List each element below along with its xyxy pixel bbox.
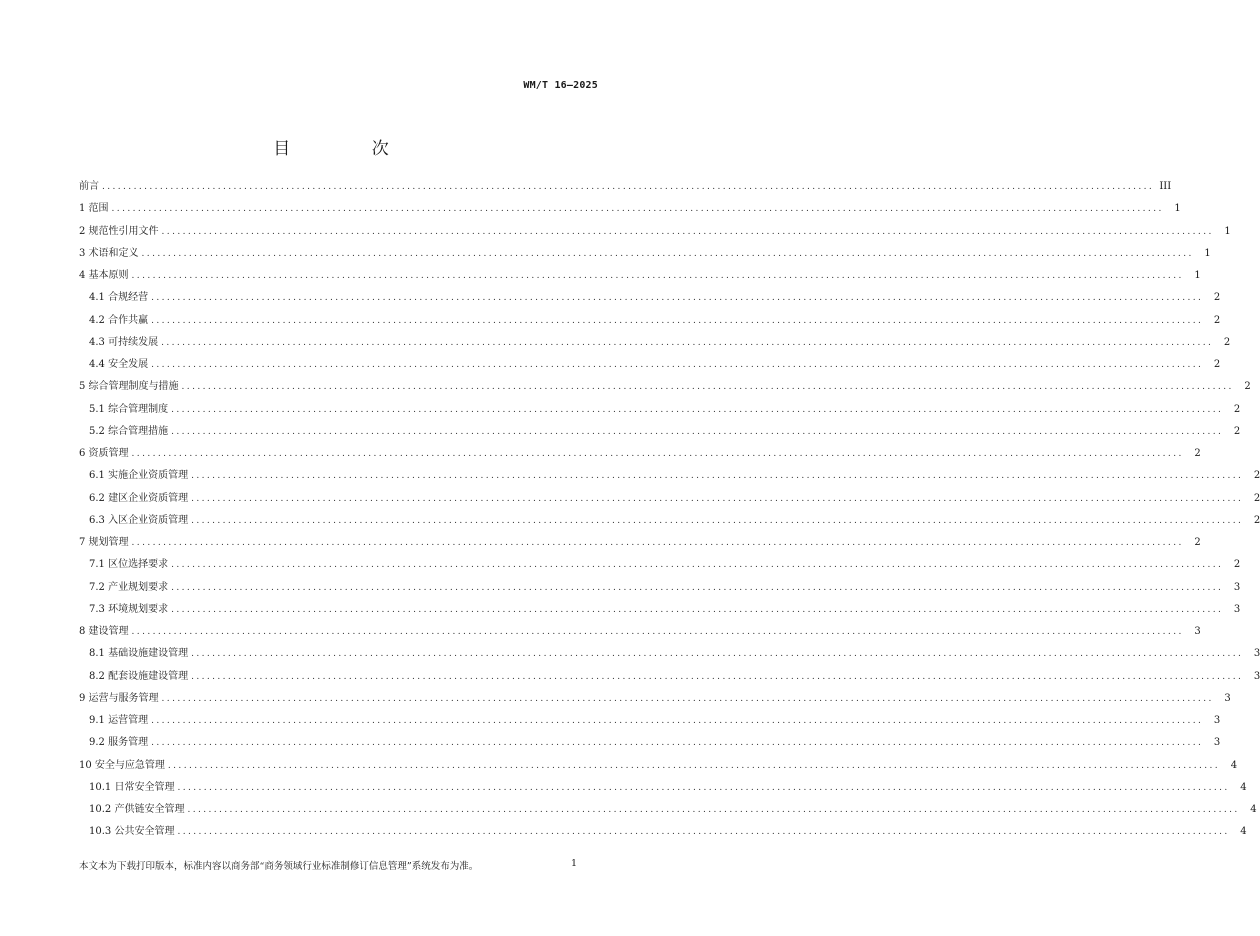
toc-entry-page: 3	[1213, 737, 1221, 749]
toc-entry[interactable]	[79, 647, 1260, 669]
toc-dot-leader: ........................................................................................................................................................................................................	[191, 671, 1244, 682]
toc-entry-page: 3	[1213, 715, 1221, 726]
toc-entry[interactable]	[79, 247, 1211, 269]
toc-entry[interactable]	[79, 291, 1221, 313]
toc-dot-leader: ........................................................................................................................................................................................................	[161, 693, 1214, 704]
toc-dot-leader: ........................................................................................................................................................................................................	[131, 538, 1184, 548]
toc-dot-leader: ........................................................................................................................................................................................................	[191, 515, 1244, 526]
toc-entry-page: 4	[1240, 781, 1247, 793]
toc-dot-leader: ........................................................................................................................................................................................................	[191, 471, 1244, 482]
toc-dot-leader: ........................................................................................................................................................................................................	[151, 315, 1204, 326]
toc-entry[interactable]	[79, 625, 1201, 647]
toc-entry[interactable]	[79, 603, 1241, 625]
toc-entry[interactable]	[79, 358, 1221, 380]
toc-dot-leader: ........................................................................................................................................................................................................	[171, 426, 1224, 437]
toc-entry-page: 1	[1204, 247, 1211, 259]
toc-dot-leader: ........................................................................................................................................................................................................	[171, 582, 1224, 593]
toc-dot-leader: ........................................................................................................................................................................................................	[161, 337, 1214, 348]
toc-dot-leader: ........................................................................................................................................................................................................	[151, 293, 1204, 304]
toc-entry-label: 9.2 服务管理	[89, 737, 149, 749]
toc-entry-page: 1	[1224, 225, 1231, 237]
toc-dot-leader: ........................................................................................................................................................................................................	[177, 827, 1230, 838]
toc-entry-page: 3	[1194, 626, 1201, 637]
toc-entry[interactable]	[79, 269, 1201, 291]
toc-entry-label: 4.3 可持续发展	[89, 336, 159, 348]
toc-entry[interactable]	[79, 714, 1221, 736]
toc-entry[interactable]	[79, 692, 1231, 714]
toc-entry-page: 2	[1233, 425, 1241, 437]
toc-entry-page: 3	[1253, 670, 1260, 682]
toc-dot-leader: ........................................................................................................................................................................................................	[161, 226, 1214, 237]
toc-entry-page: 2	[1213, 359, 1221, 370]
toc-entry[interactable]	[79, 670, 1260, 692]
toc-entry-label: 10.2 产供链安全管理	[89, 804, 185, 815]
toc-entry[interactable]	[79, 180, 1172, 202]
toc-entry-label: 7 规划管理	[79, 537, 129, 548]
toc-entry[interactable]	[79, 403, 1241, 425]
toc-dot-leader: ........................................................................................................................................................................................................	[171, 560, 1224, 571]
toc-entry-label: 1 范围	[79, 203, 109, 215]
toc-dot-leader: ........................................................................................................................................................................................................	[141, 248, 1194, 259]
toc-entry-label: 6.2 建区企业资质管理	[89, 492, 189, 504]
toc-entry-label: 10.3 公共安全管理	[89, 826, 175, 838]
toc-entry[interactable]	[79, 447, 1201, 469]
toc-entry-label: 4.1 合规经营	[89, 292, 149, 304]
toc-dot-leader: ........................................................................................................................................................................................................	[171, 604, 1224, 615]
toc-entry-label: 前言	[79, 181, 99, 192]
toc-entry-label: 3 术语和定义	[79, 247, 139, 259]
toc-entry-page: 2	[1213, 292, 1221, 304]
toc-entry-page: 3	[1233, 581, 1241, 593]
toc-entry-page: 2	[1233, 559, 1241, 571]
toc-entry[interactable]	[79, 492, 1260, 514]
toc-entry-page: 4	[1230, 759, 1238, 771]
toc-entry[interactable]	[79, 225, 1231, 247]
toc-entry-label: 8.1 基础设施建设管理	[89, 648, 189, 660]
toc-dot-leader: ........................................................................................................................................................................................................	[131, 449, 1184, 459]
toc-entry-label: 7.3 环境规划要求	[89, 603, 169, 615]
toc-entry[interactable]	[79, 514, 1260, 536]
toc-entry[interactable]	[79, 314, 1221, 336]
toc-dot-leader: ........................................................................................................................................................................................................	[167, 760, 1221, 771]
toc-entry[interactable]	[79, 425, 1241, 447]
toc-entry-label: 2 规范性引用文件	[79, 225, 159, 237]
document-code: WM/T 16—2025	[523, 80, 598, 91]
toc-entry-page: 2	[1223, 336, 1231, 348]
toc-entry[interactable]	[79, 803, 1257, 825]
toc-entry-label: 5.2 综合管理措施	[89, 425, 169, 437]
toc-dot-leader: ........................................................................................................................................................................................................	[151, 360, 1204, 370]
toc-entry-page: 2	[1213, 314, 1221, 326]
toc-entry[interactable]	[79, 825, 1247, 847]
toc-dot-leader: ........................................................................................................................................................................................................	[151, 716, 1204, 726]
toc-entry[interactable]	[79, 380, 1251, 402]
toc-entry[interactable]	[79, 202, 1181, 224]
toc-entry-page: 3	[1224, 692, 1231, 704]
toc-entry-label: 9 运营与服务管理	[79, 692, 159, 704]
toc-entry[interactable]	[79, 558, 1241, 580]
toc-entry-page: 2	[1253, 492, 1260, 504]
toc-dot-leader: ........................................................................................................................................................................................................	[111, 204, 1164, 215]
toc-entry-page: 2	[1194, 537, 1201, 548]
toc-entry-page: 2	[1253, 514, 1260, 526]
toc-entry-label: 6.3 入区企业资质管理	[89, 514, 189, 526]
toc-entry-page: 2	[1253, 470, 1260, 482]
toc-entry[interactable]	[79, 781, 1247, 803]
toc-dot-leader: ........................................................................................................................................................................................................	[131, 627, 1184, 637]
toc-entry[interactable]	[79, 536, 1201, 558]
toc-entry-page: 1	[1174, 203, 1181, 215]
toc-entry-page: 1	[1194, 270, 1201, 281]
toc-entry-page: 4	[1240, 826, 1247, 838]
toc-dot-leader: ........................................................................................................................................................................................................	[131, 271, 1184, 281]
toc-entry-label: 9.1 运营管理	[89, 715, 149, 726]
toc-dot-leader: ........................................................................................................................................................................................................	[191, 493, 1244, 504]
toc-dot-leader: ........................................................................................................................................................................................................	[191, 649, 1244, 660]
toc-entry-label: 5.1 综合管理制度	[89, 403, 169, 415]
toc-entry-page: 4	[1250, 804, 1257, 815]
toc-entry-label: 6 资质管理	[79, 448, 129, 459]
toc-entry[interactable]	[79, 581, 1241, 603]
toc-dot-leader: ........................................................................................................................................................................................................	[187, 805, 1240, 815]
toc-entry-page: 3	[1233, 603, 1241, 615]
toc-dot-leader: ........................................................................................................................................................................................................	[171, 404, 1224, 415]
toc-dot-leader: ........................................................................................................................................................................................................	[151, 738, 1204, 749]
footer-note: 本文本为下载打印版本，标准内容以商务部“商务领域行业标准制修订信息管理”系统发布为准。	[79, 861, 479, 872]
toc-entry-page: 2	[1233, 403, 1241, 415]
toc-entry-page: 2	[1244, 381, 1251, 393]
toc-entry-page: 3	[1253, 648, 1260, 660]
toc-entry-label: 8 建设管理	[79, 626, 129, 637]
page-title: 目 次	[273, 139, 427, 159]
toc-entry-label: 7.1 区位选择要求	[89, 559, 169, 571]
toc-entry-label: 5 综合管理制度与措施	[79, 381, 179, 393]
toc-entry-label: 10 安全与应急管理	[79, 759, 165, 771]
footer	[79, 858, 577, 872]
toc-entry-label: 7.2 产业规划要求	[89, 581, 169, 593]
toc-entry-label: 6.1 实施企业资质管理	[89, 470, 189, 482]
toc-entry-label: 4.2 合作共赢	[89, 314, 149, 326]
toc-entry-label: 8.2 配套设施建设管理	[89, 670, 189, 682]
toc-entry-page: 2	[1194, 448, 1201, 459]
toc-dot-leader: ........................................................................................................................................................................................................	[177, 782, 1230, 793]
footer-page-number: 1	[570, 858, 577, 869]
toc-entry[interactable]	[79, 736, 1221, 758]
table-of-contents	[79, 180, 1260, 848]
toc-entry[interactable]	[79, 336, 1231, 358]
toc-entry[interactable]	[79, 469, 1260, 491]
toc-entry-label: 10.1 日常安全管理	[89, 781, 175, 793]
toc-entry-label: 4.4 安全发展	[89, 359, 149, 370]
toc-entry-page: III	[1159, 181, 1172, 192]
toc-entry[interactable]	[79, 759, 1238, 781]
toc-dot-leader: ........................................................................................................................................................................................................	[102, 182, 1155, 192]
toc-entry-label: 4 基本原则	[79, 270, 129, 281]
toc-dot-leader: ........................................................................................................................................................................................................	[181, 382, 1234, 393]
